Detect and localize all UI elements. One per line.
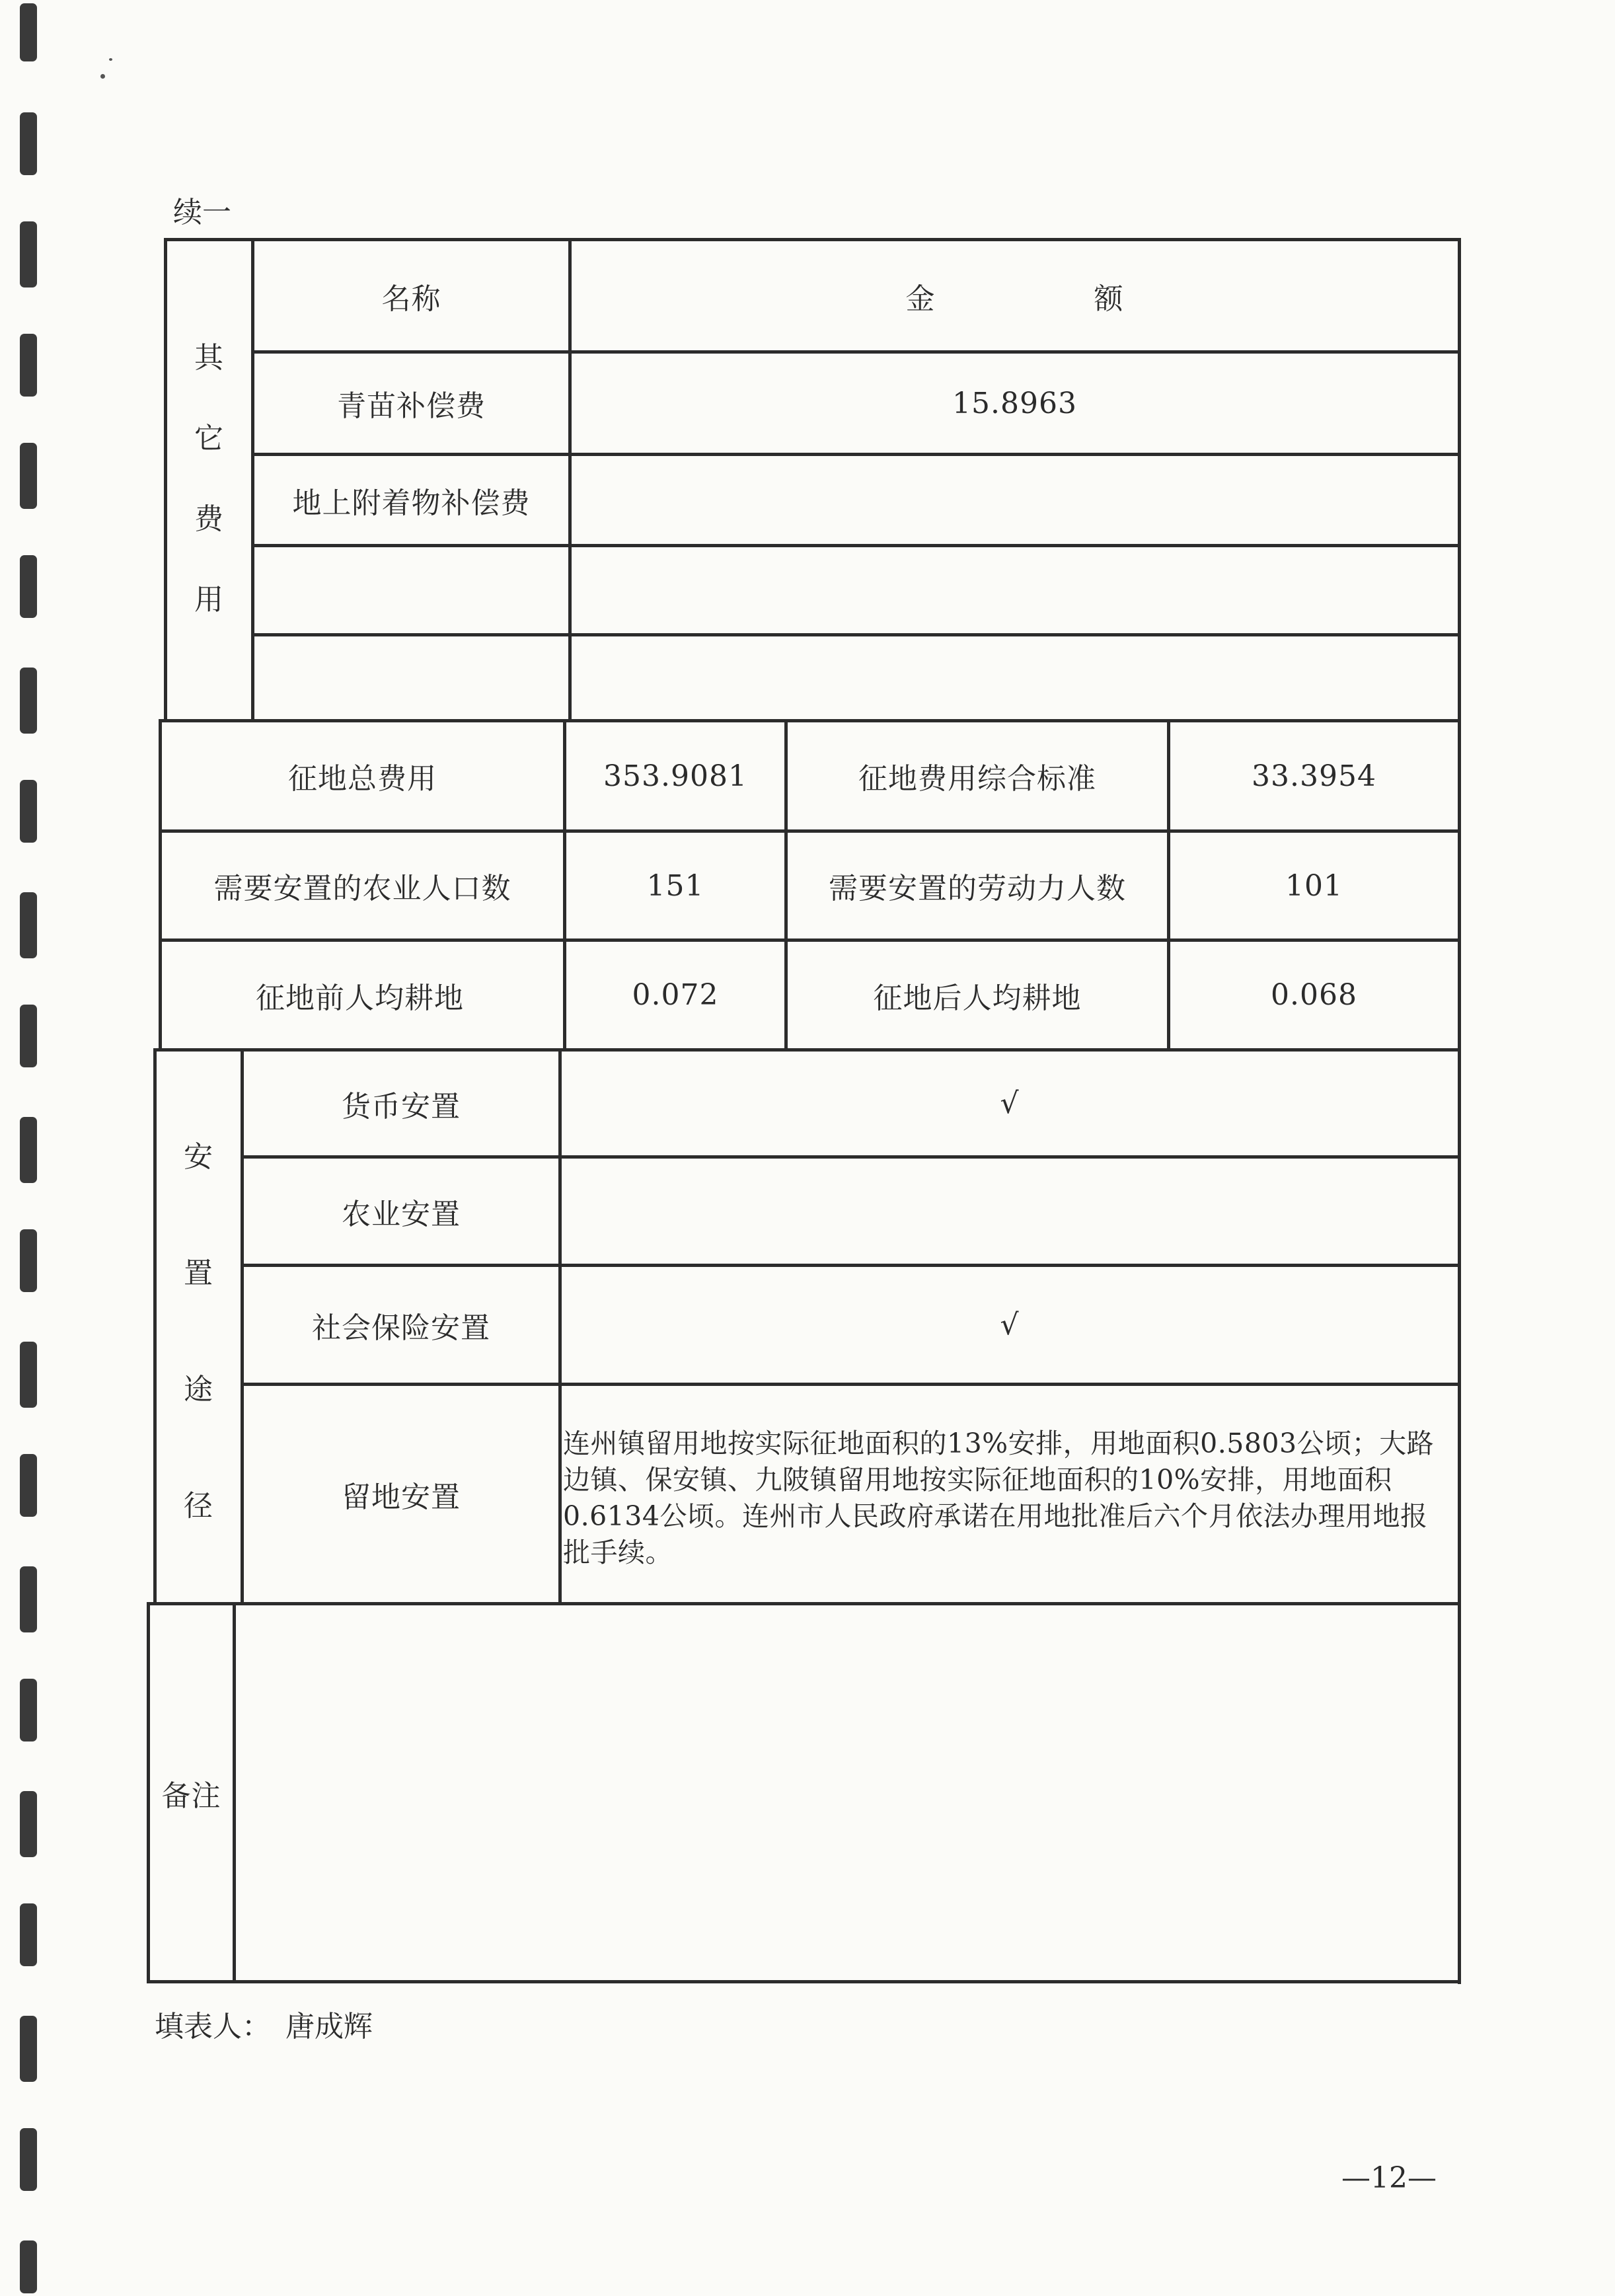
other-fees-group-label: 其 它 费 用 bbox=[194, 341, 224, 617]
header-name: 名称 bbox=[381, 282, 441, 316]
page-number: —12— bbox=[1341, 2161, 1437, 2195]
remarks-value bbox=[236, 1605, 1458, 1980]
stat-label: 征地前人均耕地 bbox=[256, 981, 464, 1015]
stat-value: 0.072 bbox=[632, 978, 719, 1012]
header-amount bbox=[572, 241, 1458, 350]
land-retention-description: 连州镇留用地按实际征地面积的13%安排，用地面积0.5803公顷；大路边镇、保安镇、九陂镇留用地按实际征地面积的10%安排，用地面积0.6134公顷。连州市人民政府承诺在用地批准后六个月依法办理用地报批手续。 bbox=[563, 1428, 1435, 1568]
fee-amount bbox=[572, 456, 1458, 544]
scan-speck bbox=[100, 74, 105, 79]
fee-amount bbox=[572, 636, 1458, 719]
filler-name: 唐成辉 bbox=[285, 2010, 373, 2044]
placement-name: 农业安置 bbox=[342, 1197, 461, 1231]
header-amount-left: 金 bbox=[905, 282, 936, 316]
page-label: 续一 bbox=[173, 196, 231, 229]
header-amount-right: 额 bbox=[1094, 282, 1124, 316]
placement-check: √ bbox=[1000, 1308, 1020, 1342]
scan-speck bbox=[109, 58, 112, 61]
stat-label: 征地费用综合标准 bbox=[858, 762, 1096, 796]
stat-value: 151 bbox=[646, 868, 704, 903]
stat-value: 353.9081 bbox=[603, 759, 747, 793]
stat-value: 33.3954 bbox=[1252, 759, 1376, 793]
placement-name: 留地安置 bbox=[342, 1480, 461, 1514]
remarks-label: 备注 bbox=[161, 1779, 221, 1813]
fee-amount bbox=[572, 547, 1458, 633]
placement-name: 社会保险安置 bbox=[312, 1311, 490, 1345]
fee-amount: 15.8963 bbox=[952, 386, 1077, 420]
fee-name bbox=[254, 547, 568, 633]
placement-check: √ bbox=[1000, 1087, 1020, 1120]
stat-label: 征地总费用 bbox=[288, 762, 437, 796]
placement-group-label: 安 置 途 径 bbox=[184, 1140, 213, 1523]
fee-name: 地上附着物补偿费 bbox=[292, 486, 531, 520]
placement-name: 货币安置 bbox=[342, 1089, 461, 1124]
fee-name bbox=[254, 636, 568, 719]
stat-value: 0.068 bbox=[1271, 978, 1357, 1012]
placement-check bbox=[562, 1159, 1458, 1264]
stat-label: 征地后人均耕地 bbox=[873, 981, 1082, 1015]
stat-value: 101 bbox=[1285, 868, 1343, 903]
stat-label: 需要安置的农业人口数 bbox=[213, 872, 511, 905]
filler-label: 填表人： bbox=[155, 2010, 271, 2044]
stat-label: 需要安置的劳动力人数 bbox=[829, 872, 1126, 905]
fee-name: 青苗补偿费 bbox=[337, 389, 486, 423]
